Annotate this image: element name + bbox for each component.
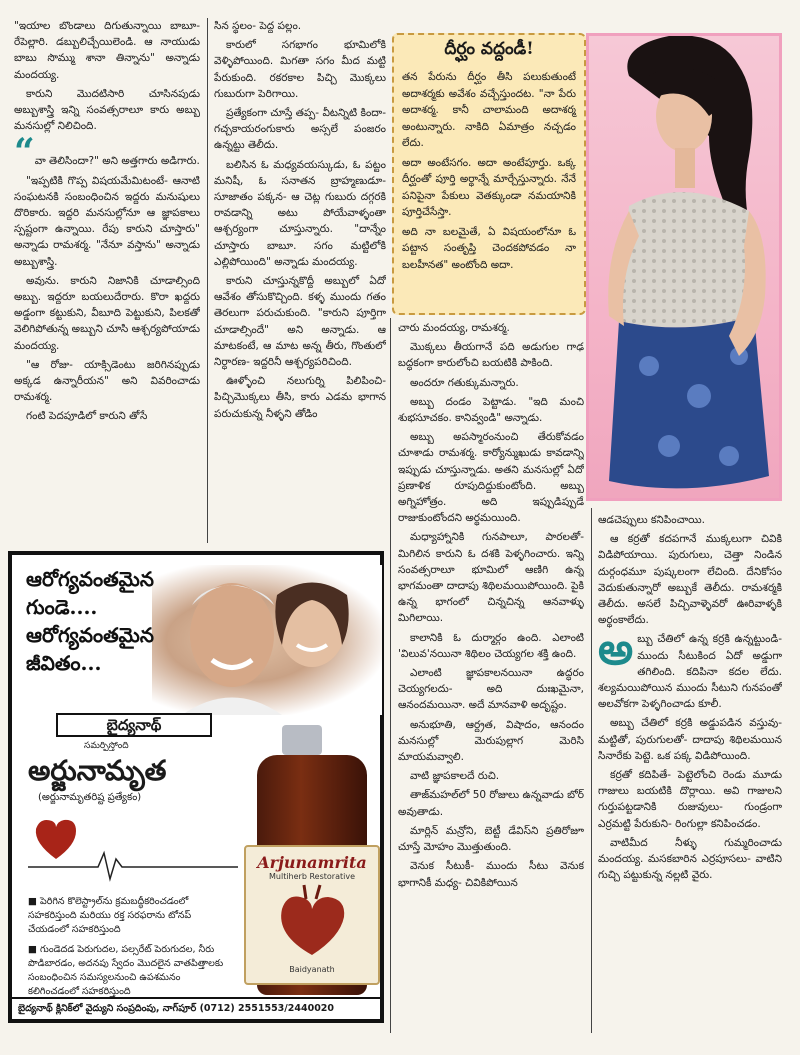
sidebar-box [392, 33, 586, 315]
paragraph: ఆ కర్రతో కదపగానే ముక్కలుగా చివికి విడిపోయాయి. పురుగులు, చెత్తా నిండిన దుర్గంధమూ పుష్కలంగా లేచింది. దేనికోసం వెదుకుతున్నారో అబ్బుకే తెలీదు. రామశర్మకి తెలీదు. అసలే పిచ్చివాళ్ళెవరో ఊరివాళ్ళకి అర్థంకాలేదు. [598, 533, 782, 627]
headline-line: ఆరోగ్యవంతమైన [26, 567, 154, 591]
bottle-cap-icon [282, 725, 322, 755]
bottle-maker: Baidyanath [289, 965, 335, 974]
headline-line: గుండె.... [26, 595, 98, 619]
paragraph: "ఆ రోజు- యాక్సిడెంటు జరిగినప్పుడు అక్కడ ఉన్నారీయన" అని వివరించాడు రామశర్మ. [14, 358, 200, 404]
brand-box: బైద్యనాథ్ [56, 713, 212, 737]
drop-cap: అ [598, 624, 634, 676]
paragraph: వాటిమీద నీళ్ళు గుమ్మరించాడు మందయ్య. మసకబారిన ఎర్రపూసలు- వాటిని గుచ్చి పట్టుకున్న నల్లటి వైరు. [598, 836, 782, 882]
column-4 [598, 512, 782, 1032]
paragraph-text: వా తెలిసిందా?" అని అత్తగారు అడిగారు. [34, 155, 200, 168]
paragraph: "ఇయాల బొండాలు దిగుతున్నాయి బాబూ- రేపెల్లారి. డబ్బులిచ్చేయిలెండి. ఆ నాయుడు బాబు సొమ్ము శానా తిన్నాను" అన్నాడు మందయ్య. [14, 20, 200, 81]
heart-anatomy-icon [246, 881, 378, 961]
paragraph: ఎలాంటి జ్ఞాపకాలనయినా ఉద్ధరం చెయ్యగలదు- అది దుఃఖమైనా, ఆనందమయినా. అదే మానవాళి అదృష్టం. [398, 667, 584, 712]
paragraph: అందరూ గతుక్కుమన్నారు. [410, 376, 519, 389]
paragraph: చారు మందయ్య, రామశర్మ. [398, 322, 510, 334]
paragraph: అనుభూతి, ఆర్ద్రత, విషాదం, ఆనందం మనసుల్లో మెరుపుల్లాగ మెరిసి మాయమవ్వాలి. [398, 718, 584, 764]
ad-bullet [28, 895, 228, 937]
product-subtitle: (అర్జునామృతరిష్ట ప్రత్యేకం) [38, 792, 142, 803]
paragraph: సిన స్థలం- పెద్ద పల్లం. [214, 20, 302, 32]
paragraph: అబ్బు అపస్మారంనుంచి తేరుకోవడం చూశాడు రామశర్మ. కార్యోన్ముఖుడు కావడాన్ని ఇప్పుడు చూస్తున్నాడు. అతని మనసుల్లో ఏదో ప్రణాళిక రూపుదిద్దుకుంటోంది. అబ్బు అగ్నిహోత్రం. అది ఇప్పుడిప్పుడే రాజుకుంటోందని అర్థమయింది. [398, 431, 584, 525]
paragraph: బలిసిన ఓ మధ్యవయస్కుడు, ఓ పట్టం మనిషీ, ఓ సనాతన బ్రాహ్మణుడూ- సూజాతం పక్కన- ఆ చెట్ల గుబురు దగ్గరకి రావడాన్ని అటు పోయేవాళ్ళంతా ఆశ్చర్యంగా చూస్తున్నారు. "దాన్నేం చూస్తారు బాబూ. సగం మట్టిలోకి ఎల్లిపోయింది" అన్నాడు మందయ్య. [214, 158, 386, 268]
bottle-label-sub: Multiherb Restorative [269, 872, 355, 881]
ad-headline [26, 565, 154, 677]
paragraph: వాటి జ్ఞాపకాలదే రుచి. [410, 770, 500, 783]
ad-footer: బైద్యనాథ్ క్లినిక్‌లో వైద్యుని సంప్రదింపు, నాగ్‌పూర్ (0712) 2551553/2440020 [12, 997, 380, 1019]
sidebar-paragraph: అదా అంటేసగం. అదా అంటేపూర్తు. ఒక్క దీర్ఘంతో పూర్తి అర్థాన్నే మార్చేస్తున్నారు. నేనే పనిపైనా పేకులు వెతక్కుండా నమయానికి పూర్తిచేసేస్తా. [402, 156, 576, 218]
column-1 [14, 18, 200, 543]
paragraph: మధ్యాహ్నానికి గునపాలూ, పారలతో- మిగిలిన కారుని ఓ దశకి పెళ్ళగించారు. ఇన్ని సంవత్సరాలూ భూమిలో ఆణిగి ఉన్న భాగమంతా దాదాపు శిథిలమయిపోయింది. పైకి ఉన్న భాగంలో చిన్నచిన్న ఆనవాళ్ళు మిగిలాయి. [398, 531, 584, 625]
product-name: అర్జునామృత [28, 754, 167, 787]
paragraph-text: బ్బు చేతిలో ఉన్న కర్రకి ఉన్నట్టుండి- ముందు సీటుకింద ఏదో అడ్డుగా తగిలింది. కదిపినా కదల లేదు. శల్యమయిపోయిన ముందు సీటుని గునపంతో అలవోకగా పెళ్ళగించాడు కూలీ. [598, 633, 782, 711]
bullet-text: గుండెదడ పెరుగుదల, పల్సరేట్ పెరుగుదల, నీరు పొడిబారడం, అదనపు స్వేదం మొదలైన వాతపిత్తాలకు సంబంధించిన సమస్యలనుంచి ఉపశమనం కలిగించడంలో సహకరిస్తుంది [28, 944, 224, 997]
headline-line: ఆరోగ్యవంతమైన [26, 623, 154, 647]
column-divider [591, 508, 592, 1033]
paragraph: గంటి పెదపూడిలో కారుని తోసే [26, 410, 148, 423]
ad-bullet [28, 943, 228, 999]
actress-photo [586, 33, 782, 501]
paragraph: కారుని మొదటిసారి చూసినపుడు అబ్బుశాస్త్రి ఇన్ని సంవత్సరాలూ కారు అబ్బు మనసుల్లో నిలిచింది. [14, 87, 200, 133]
paragraph: ఊళ్ళోంచి నలుగుర్ని పిలిపించి- పిచ్చిమొక్కలు తీసి, కారు ఎడమ భాగాన పరుచుకున్న నీళ్ళని తోడిం [214, 375, 386, 420]
paragraph: ప్రత్యేకంగా చూస్తే తప్ప- వీటన్నిటి కిందా- గచ్చకాయరంగుకారు అస్సలే పంజరం ఉన్నట్టు తెలీదు. [214, 107, 386, 152]
sidebar-title: దీర్ఘం వద్దండీ! [444, 39, 534, 59]
paragraph: తాజ్‌మహల్‌లో 50 రోజులు ఉన్నవాడు బోర్ అవుతాడు. [398, 789, 584, 818]
advertisement [8, 551, 384, 1023]
sidebar-paragraph: తన పేరును దీర్ఘం తీసి పలుకుతుంటే అదాశర్మకు అవేశం వచ్చేస్తుందట. "నా పేరు అదాశర్మ. కానీ చాలామంది అదాశర్మ అంటున్నారు. నాకిది ఏమాత్రం నచ్చడం లేదు. [402, 71, 576, 149]
paragraph: అబ్బు దండం పెట్టాడు. "ఇది మంచి శుభసూచకం. కానివ్వండి" అన్నాడు. [398, 395, 584, 425]
bottle-label [244, 845, 380, 985]
bottle-label-name: Arjunamrita [257, 853, 367, 872]
couple-photo [152, 565, 382, 715]
bullet-icon: ■ [28, 944, 40, 955]
column-divider [207, 18, 208, 543]
couple-figure-icon [152, 565, 382, 715]
column-2 [214, 18, 386, 543]
bullet-text: పెరిగిన కొలెస్ట్రాల్‌ను క్రమబద్ధీకరించడంలో సహకరిస్తుంది మరియు రక్త సరఫరాను టోనప్ చేయడంలో సహకరిస్తుంది [28, 896, 192, 935]
woman-figure-icon [589, 36, 779, 498]
paragraph [14, 131, 200, 174]
paragraph: కారుని చూస్తున్నకొద్దీ అబ్బులో ఏదో ఆవేశం తోసుకొచ్చింది. కళ్ళ ముందు గతం తెరలుగా పరుచుకుంది. "కారుని పూర్తిగా చూడాల్సిందే" అని అన్నాడు. ఆ మాటకంటే, ఆ మాట అన్న తీరు, గొంతులో నిర్ధారణ- ఇద్దరినీ ఆశ్చర్యపరిచింది. [214, 275, 386, 369]
headline-line: జీవితం... [26, 651, 102, 675]
column-divider [390, 318, 391, 1033]
paragraph: కారులో సగభాగం భూమిలోకి వెళ్ళిపోయింది. మిగతా సగం మీద మట్టి పేరుకుంది. రకరకాల పిచ్చి మొక్కలు గుబురుగా పెరిగాయి. [214, 39, 386, 100]
column-3 [398, 320, 584, 1032]
paragraph [598, 624, 782, 712]
paragraph: అబ్బు చేతిలో కర్రకి అడ్డుపడిన వస్తువు- మట్టితో, పురుగులతో- దాదాపు శిథిలమయిన సినారేకు పెట్టె. ఒక పక్క విడిపోయింది. [598, 717, 782, 762]
ecg-line-icon [28, 845, 238, 885]
paragraph: "ఇప్పటికి గొప్ప విషయమేమిటంటే- ఆనాటి సంఘటనకి సంబంధించిన ఇద్దరు మనుషులు దొరికారు. ఇద్దరి మనసుల్లోనూ ఆ జ్ఞాపకాలు స్పష్టంగా ఉన్నాయి. రేపు కారుని చూస్తారు" అన్నాడు రామశర్మ. "నేనూ వస్తాను" అన్నాడు అబ్బుశాస్త్రి. [14, 174, 200, 268]
brand-tagline: సమర్పిస్తోంది [84, 741, 129, 751]
paragraph: మొక్కలు తీయగానే పది అడుగుల గాఢ బద్ధకంగా కారులోంచి బయటికి పాకింది. [398, 341, 584, 370]
paragraph: అవును. కారుని నిజానికి చూడాల్సింది అబ్బు. ఇద్దరూ బయలుదేరారు. కొరా ఖద్దరు అడ్డంగా కట్టుకుని, వీబూది పెట్టుకుని, పిలకతో వెలిగిపోతున్న అబ్బుని చూసి ఆశ్చర్యపోయాడు మందయ్య. [14, 274, 200, 352]
sidebar-paragraph: అది నా బలమైతే, ఏ విషయంలోనూ ఓ పట్టాన సంతృప్తి చెందకపోవడం నా బలహీనత" అంటోంది అదా. [402, 225, 576, 271]
paragraph: ఆడచెప్పులు కనిపించాయి. [598, 514, 705, 526]
paragraph: కర్రతో కదిపితే- పెట్టెలోంచి రెండు మూడు గాజులు బయటికి దొర్లాయి. అవి గాజులని గుర్తుపట్టడానికి రుజువులు- గుండ్రంగా ఎర్రమట్టి పేరుకుని- రింగుల్లా కనిపించడం. [598, 769, 782, 830]
paragraph: కాలానికి ఓ దుర్మార్గం ఉంది. ఎలాంటి 'విలువ'నయినా శిథిలం చెయ్యగల శక్తి ఉంది. [398, 631, 584, 660]
bullet-icon: ■ [28, 896, 40, 907]
paragraph: మార్లిన్ మన్రోని, బెట్టీ డేవిస్‌ని ప్రతిరోజూ చూస్తే మోహం మొత్తుతుంది. [398, 824, 584, 854]
paragraph: వెనుక సీటుకీ- ముందు సీటు వెనుక భాగానికీ మధ్య- చివికిపోయిన [398, 860, 584, 889]
drop-quote: “ [14, 131, 35, 174]
